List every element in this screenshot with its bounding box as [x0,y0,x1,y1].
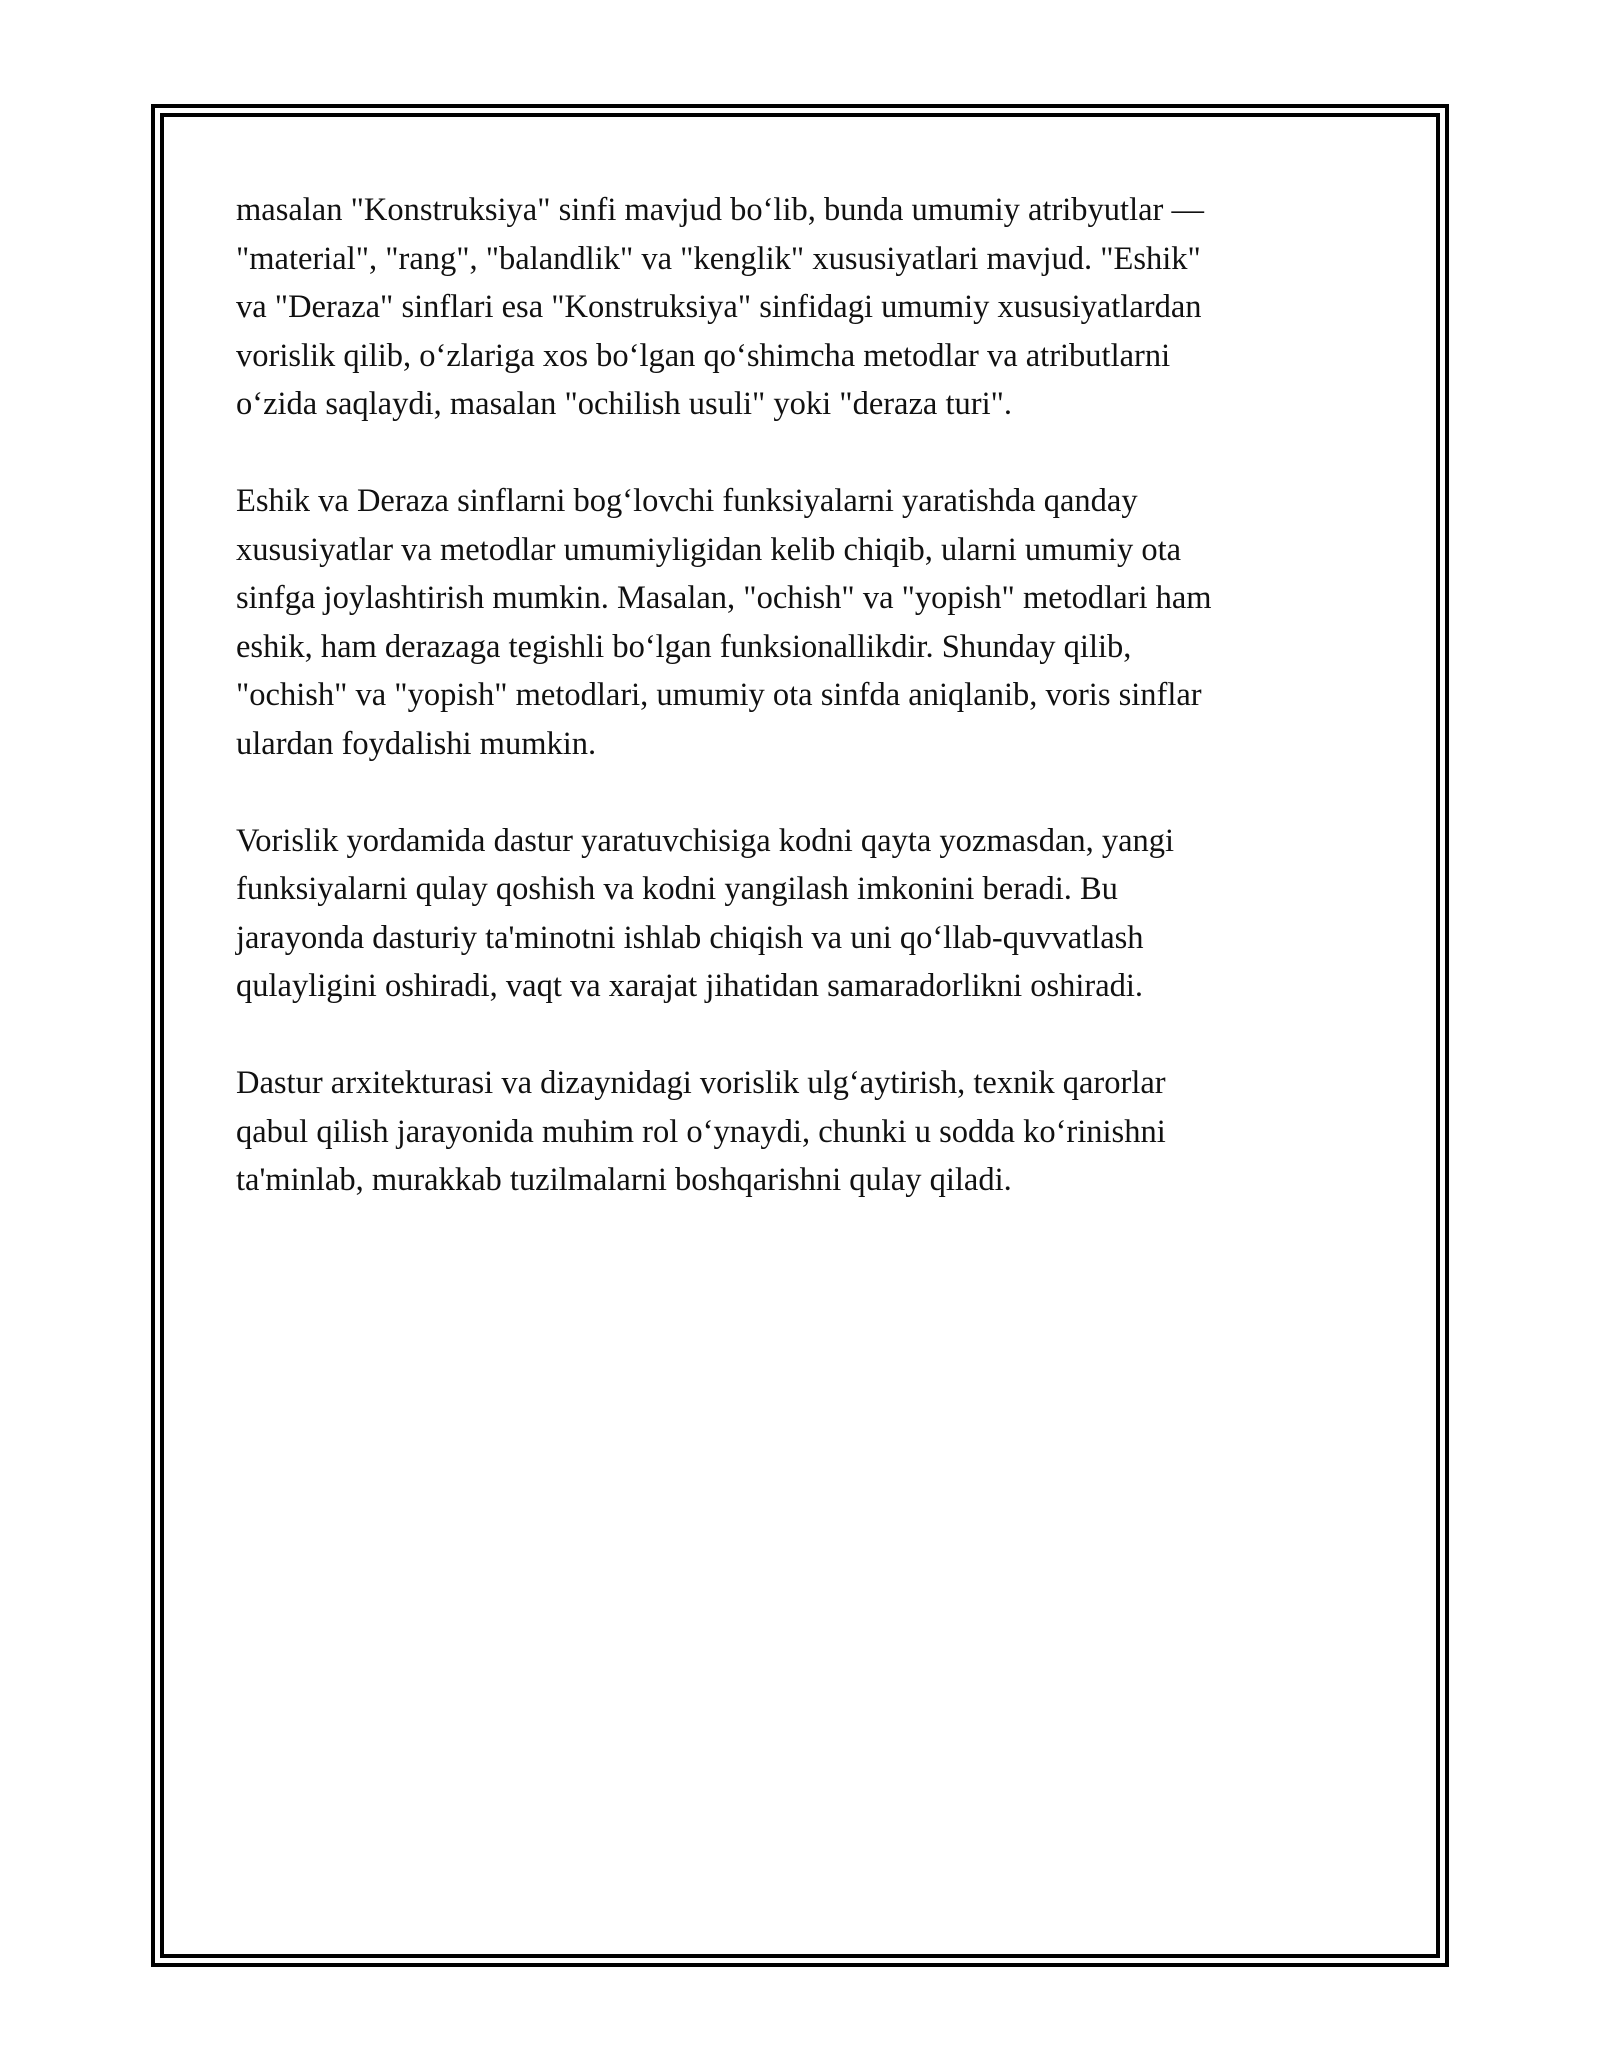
text-line: "ochish" va "yopish" metodlari, umumiy ota sinfda aniqlanib, voris sinflar [236,677,1202,713]
text-line: masalan "Konstruksiya" sinfi mavjud bo‘lib, bunda umumiy atribyutlar — [236,192,1204,228]
text-line: o‘zida saqlaydi, masalan "ochilish usuli" yoki "deraza turi". [236,386,1012,422]
text-line: Vorislik yordamida dastur yaratuvchisiga kodni qayta yozmasdan, yangi [236,822,1175,859]
paragraph [236,1059,1366,1205]
paragraph [236,817,1366,1011]
paragraph [236,186,1366,429]
text-line: ta'minlab, murakkab tuzilmalarni boshqarishni qulay qiladi. [236,1162,1012,1198]
text-line: jarayonda dasturiy ta'minotni ishlab chiqish va uni qo‘llab-quvvatlash [236,919,1144,956]
paragraph [236,477,1366,768]
text-line: Dastur arxitekturasi va dizaynidagi vorislik ulg‘aytirish, texnik qarorlar [236,1065,1166,1101]
text-line: vorislik qilib, o‘zlariga xos bo‘lgan qo‘shimcha metodlar va atributlarni [236,337,1171,374]
text-line: qabul qilish jarayonida muhim rol o‘ynaydi, chunki u sodda ko‘rinishni [236,1113,1166,1150]
text-line: qulayligini oshiradi, vaqt va xarajat jihatidan samaradorlikni oshiradi. [236,968,1144,1004]
text-line: "material", "rang", "balandlik" va "kenglik" xususiyatlari mavjud. "Eshik" [236,240,1201,277]
text-line: ulardan foydalishi mumkin. [236,725,597,762]
text-line: eshik, ham derazaga tegishli bo‘lgan funksionallikdir. Shunday qilib, [236,628,1132,665]
text-line: Eshik va Deraza sinflarni bog‘lovchi funksiyalarni yaratishda qanday [236,483,1138,519]
text-line: sinfga joylashtirish mumkin. Masalan, "ochish" va "yopish" metodlari ham [236,580,1212,616]
text-line: funksiyalarni qulay qoshish va kodni yangilash imkonini beradi. Bu [236,871,1118,907]
document-body [236,186,1366,1253]
text-line: xususiyatlar va metodlar umumiyligidan kelib chiqib, ularni umumiy ota [236,531,1182,568]
text-line: va "Deraza" sinflari esa "Konstruksiya" sinfidagi umumiy xususiyatlardan [236,289,1202,325]
